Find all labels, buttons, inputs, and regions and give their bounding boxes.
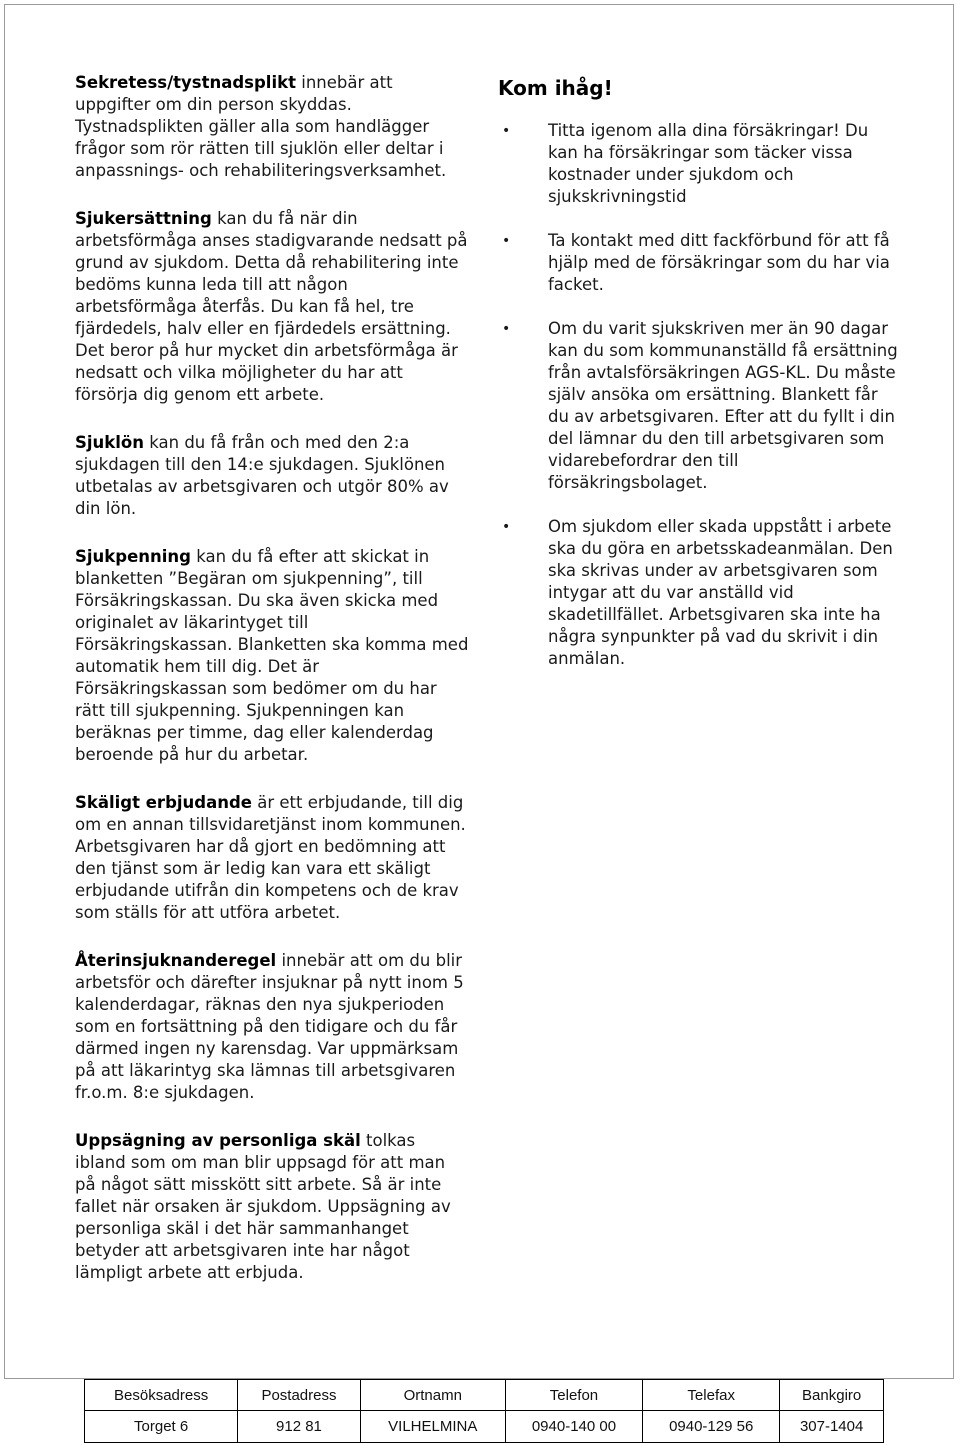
right-column xyxy=(498,72,898,692)
list-item-text: Om sjukdom eller skada uppstått i arbete ska du göra en arbetsskadeanmälan. Den ska skrivas under av arbetsgivaren som intygar att du var anställd vid skadetillfället. Arbetsgivaren ska inte ha några synpunkter på vad du skrivit i din anmälan. xyxy=(548,517,893,668)
paragraph-sjuklon xyxy=(75,432,470,520)
footer-header-bankgiro: Bankgiro xyxy=(780,1380,884,1411)
contact-footer-table xyxy=(84,1379,884,1443)
text-uppsagning: tolkas ibland som om man blir uppsagd för att man på något sätt misskött sitt arbete. Så är inte fallet när orsaken är sjukdom. Uppsägning av personliga skäl i det här sammanhanget betyder att arbetsgivaren inte har något lämpligt arbete att erbjuda. xyxy=(75,1131,451,1282)
text-aterinsjuknanderegel: innebär att om du blir arbetsför och därefter insjuknar på nytt inom 5 kalenderdagar, räknas den nya sjukperioden som en fortsättning på den tidigare och du får därmed ingen ny karensdag. Var uppmärksam på att läkarintyg ska lämnas till arbetsgivaren fr.o.m. 8:e sjukdagen. xyxy=(75,951,464,1102)
footer-header-telefon: Telefon xyxy=(505,1380,642,1411)
footer-value-row xyxy=(85,1411,884,1443)
bullet-icon: • xyxy=(502,233,511,249)
list-item-text: Titta igenom alla dina försäkringar! Du kan ha försäkringar som täcker vissa kostnader under sjukdom och sjukskrivningstid xyxy=(548,121,869,206)
text-sekretess: innebär att uppgifter om din person skyddas. Tystnadsplikten gäller alla som handlägger frågor som rör rätten till sjuklön eller deltar i anpassnings- och rehabiliteringsverksamhet. xyxy=(75,73,447,180)
footer-value-besoksadress: Torget 6 xyxy=(85,1411,238,1443)
list-item-text: Om du varit sjukskriven mer än 90 dagar kan du som kommunanställd få ersättning från avtalsförsäkringen AGS-KL. Du måste själv ansöka om ersättning. Blankett får du av arbetsgivaren. Efter att du fyllt i din del lämnar du den till arbetsgivaren som vidarebefordrar den till försäkringsbolaget. xyxy=(548,319,898,492)
term-sekretess: Sekretess/tystnadsplikt xyxy=(75,73,296,92)
list-item xyxy=(498,516,898,670)
footer-value-postadress: 912 81 xyxy=(238,1411,360,1443)
bullet-icon: • xyxy=(502,123,511,139)
bullet-icon: • xyxy=(502,321,511,337)
text-skaligt-erbjudande: är ett erbjudande, till dig om en annan tillsvidaretjänst inom kommunen. Arbetsgivaren har då gjort en bedömning att den tjänst som är ledig kan vara ett skäligt erbjudande utifrån din kompetens och de krav som ställs för att utföra arbetet. xyxy=(75,793,466,922)
bullet-icon: • xyxy=(502,519,511,535)
paragraph-sjukpenning xyxy=(75,546,470,766)
footer-value-bankgiro: 307-1404 xyxy=(780,1411,884,1443)
text-sjukersattning: kan du få när din arbetsförmåga anses stadigvarande nedsatt på grund av sjukdom. Detta då rehabilitering inte bedöms kunna leda till att någon arbetsförmåga återfås. Du kan få hel, tre fjärdedels, halv eller en fjärdedels ersättning. Det beror på hur mycket din arbetsförmåga är nedsatt och vilka möjligheter du har att försörja dig genom ett arbete. xyxy=(75,209,468,404)
footer-header-postadress: Postadress xyxy=(238,1380,360,1411)
list-item xyxy=(498,230,898,296)
list-item xyxy=(498,120,898,208)
reminder-list xyxy=(498,120,898,670)
paragraph-uppsagning xyxy=(75,1130,470,1284)
footer-header-ortnamn: Ortnamn xyxy=(360,1380,505,1411)
footer-value-telefon: 0940-140 00 xyxy=(505,1411,642,1443)
left-column xyxy=(75,72,470,1310)
footer-header-besoksadress: Besöksadress xyxy=(85,1380,238,1411)
paragraph-aterinsjuknanderegel xyxy=(75,950,470,1104)
text-sjuklon: kan du få från och med den 2:a sjukdagen till den 14:e sjukdagen. Sjuklönen utbetalas av arbetsgivaren och utgör 80% av din lön. xyxy=(75,433,449,518)
paragraph-skaligt-erbjudande xyxy=(75,792,470,924)
list-item xyxy=(498,318,898,494)
term-sjukpenning: Sjukpenning xyxy=(75,547,191,566)
term-aterinsjuknanderegel: Återinsjuknanderegel xyxy=(75,951,277,970)
footer-value-ortnamn: VILHELMINA xyxy=(360,1411,505,1443)
footer-header-row xyxy=(85,1380,884,1411)
term-sjukersattning: Sjukersättning xyxy=(75,209,212,228)
list-item-text: Ta kontakt med ditt fackförbund för att få hjälp med de försäkringar som du har via facket. xyxy=(548,231,890,294)
kom-ihag-heading: Kom ihåg! xyxy=(498,76,613,100)
paragraph-sjukersattning xyxy=(75,208,470,406)
term-skaligt-erbjudande: Skäligt erbjudande xyxy=(75,793,252,812)
term-uppsagning: Uppsägning av personliga skäl xyxy=(75,1131,361,1150)
footer-value-telefax: 0940-129 56 xyxy=(643,1411,780,1443)
term-sjuklon: Sjuklön xyxy=(75,433,144,452)
footer-header-telefax: Telefax xyxy=(643,1380,780,1411)
paragraph-sekretess xyxy=(75,72,470,182)
text-sjukpenning: kan du få efter att skickat in blanketten ”Begäran om sjukpenning”, till Försäkringskassan. Du ska även skicka med originalet av läkarintyget till Försäkringskassan. Blanketten ska komma med automatik hem till dig. Det är Försäkringskassan som bedömer om du har rätt till sjukpenning. Sjukpenningen kan beräknas per timme, dag eller kalenderdag beroende på hur du arbetar. xyxy=(75,547,469,764)
